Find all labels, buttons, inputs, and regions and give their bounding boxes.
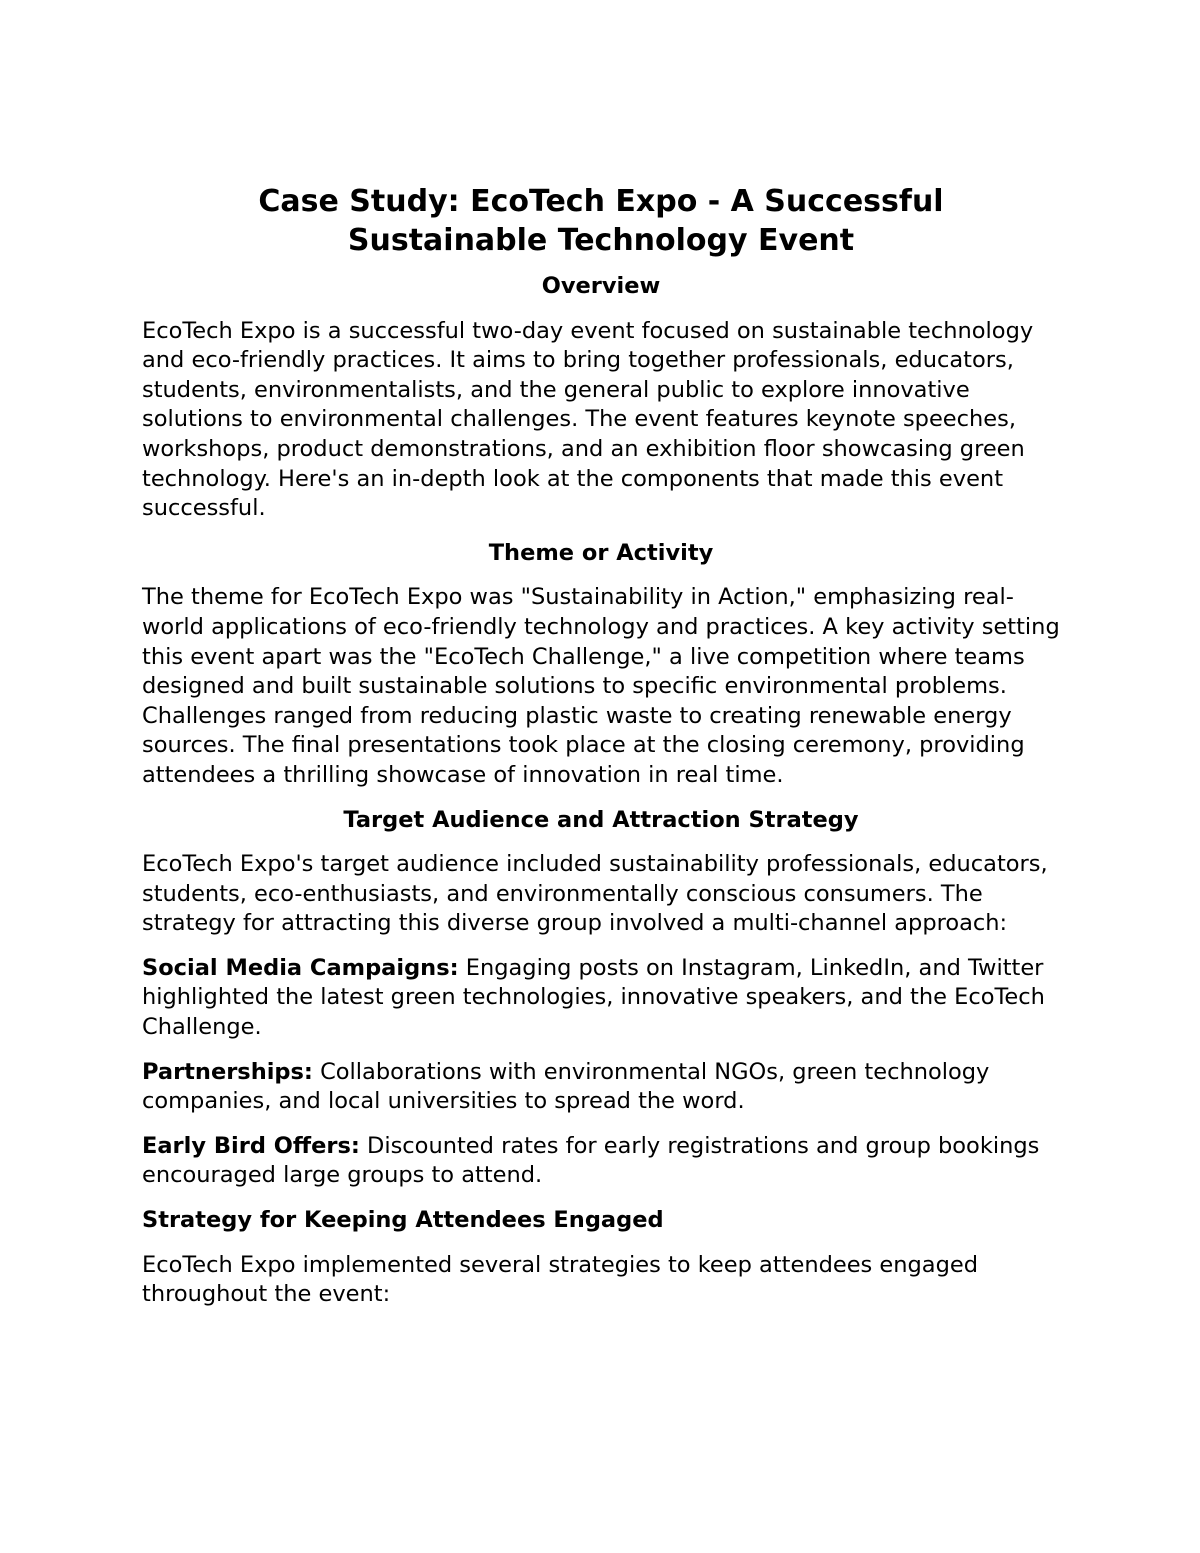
theme-heading: Theme or Activity (488, 539, 714, 566)
document-title (142, 182, 1060, 260)
strategy-item-text: Engaging posts on Instagram, LinkedIn, and Twitter highlighted the latest green technologies, innovative speakers, and the EcoTech Challenge. (142, 954, 1045, 1041)
title-line-1: Case Study: EcoTech Expo - A Successful (258, 184, 944, 219)
strategy-item-lead: Social Media Campaigns: (142, 954, 459, 981)
strategy-item-lead: Early Bird Offers: (142, 1132, 360, 1159)
overview-heading: Overview (541, 273, 661, 299)
engagement-paragraph: EcoTech Expo implemented several strategies to keep attendees engaged throughout the event: (142, 1251, 979, 1308)
strategy-item-early-bird (142, 1132, 1060, 1191)
audience-paragraph: EcoTech Expo's target audience included sustainability professionals, educators, students, eco-enthusiasts, and environmentally conscious consumers. The strategy for attracting this diverse group involved a multi-channel approach: (142, 851, 1048, 937)
strategy-item-lead: Partnerships: (142, 1058, 313, 1085)
strategy-item-social-media (142, 954, 1060, 1043)
engagement-heading: Strategy for Keeping Attendees Engaged (142, 1207, 664, 1234)
audience-heading: Target Audience and Attraction Strategy (343, 806, 859, 833)
overview-paragraph: EcoTech Expo is a successful two-day event focused on sustainable technology and eco-friendly practices. It aims to bring together professionals, educators, students, environmentalists, and the general public to explore innovative solutions to environmental challenges. The event features keynote speeches, workshops, product demonstrations, and an exhibition floor showcasing green technology. Here's an in-depth look at the components that made this event successful. (142, 317, 1034, 522)
document-page (142, 182, 1060, 1310)
theme-paragraph: The theme for EcoTech Expo was "Sustainability in Action," emphasizing real-world applications of eco-friendly technology and practices. A key activity setting this event apart was the "EcoTech Challenge," a live competition where teams designed and built sustainable solutions to specific environmental problems. Challenges ranged from reducing plastic waste to creating renewable energy sources. The final presentations took place at the closing ceremony, providing attendees a thrilling showcase of innovation in real time. (142, 584, 1060, 788)
strategy-item-text: Collaborations with environmental NGOs, green technology companies, and local universities to spread the word. (142, 1058, 990, 1115)
strategy-item-partnerships (142, 1058, 1060, 1117)
strategy-item-text: Discounted rates for early registrations and group bookings encouraged large groups to attend. (142, 1132, 1040, 1189)
title-line-2: Sustainable Technology Event (347, 223, 855, 258)
